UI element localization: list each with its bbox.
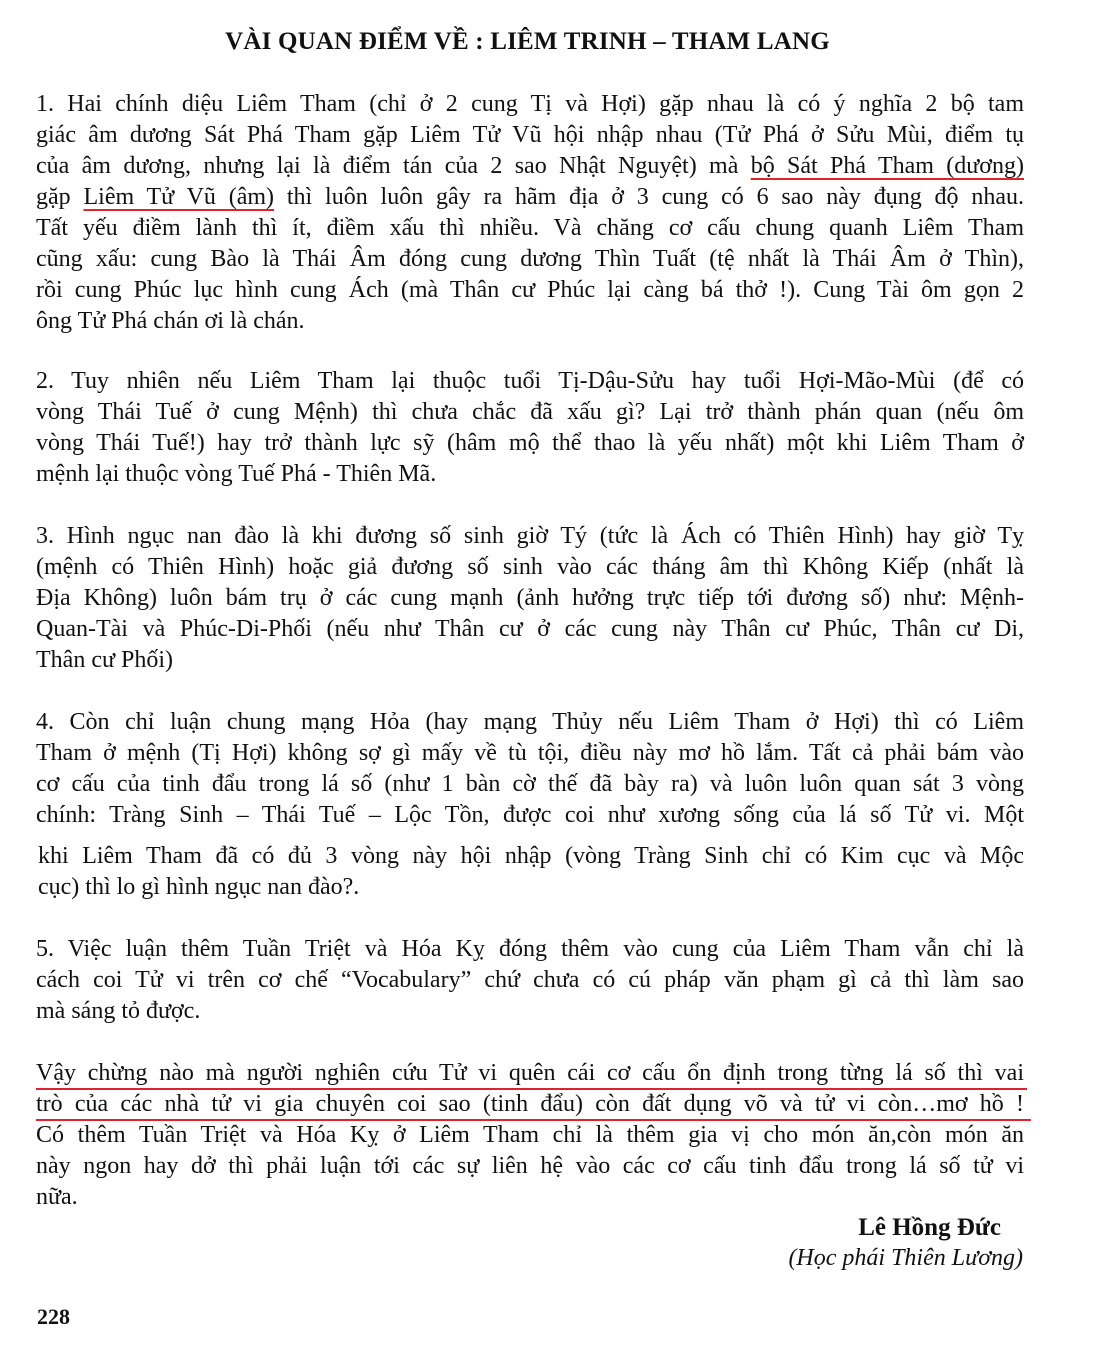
- text-line: cách coi Tử vi trên cơ chế “Vocabulary” chứ chưa có cú pháp văn phạm gì cả thì làm sao: [36, 967, 1024, 993]
- text-line: vòng Thái Tuế ở cung Mệnh) thì chưa chắc đã xấu gì? Lại trở thành phán quan (nếu ôm: [36, 399, 1024, 425]
- paragraph-1: [36, 89, 1024, 337]
- text-line: trò của các nhà tử vi gia chuyên coi sao (tinh đẩu) còn đất dụng võ và tử vi còn…mơ hồ !: [36, 1091, 1024, 1117]
- text-line: Tham ở mệnh (Tị Hợi) không sợ gì mấy về tù tội, điều này mơ hồ lắm. Tất cả phải bám vào: [36, 740, 1024, 766]
- text-line: Có thêm Tuần Triệt và Hóa Kỵ ở Liêm Tham chỉ là thêm gia vị cho món ăn,còn món ăn: [36, 1122, 1024, 1148]
- text-line: cục) thì lo gì hình ngục nan đào?.: [38, 874, 360, 900]
- paragraph-4-continued: [38, 841, 1024, 903]
- page-title: VÀI QUAN ĐIỂM VỀ : LIÊM TRINH – THAM LANG: [225, 28, 830, 55]
- text-line: nữa.: [36, 1184, 78, 1210]
- text-segment: gặp: [36, 184, 84, 210]
- text-line: cũng xấu: cung Bào là Thái Âm đóng cung dương Thìn Tuất (tệ nhất là Thái Âm ở Thìn),: [36, 246, 1024, 272]
- red-underline-2: [36, 1119, 1031, 1121]
- text-line: Vậy chừng nào mà người nghiên cứu Tử vi quên cái cơ cấu ổn định trong từng lá số thì vai: [36, 1060, 1024, 1086]
- paragraph-3: [36, 521, 1024, 676]
- paragraph-5: [36, 934, 1024, 1027]
- text-line: mệnh lại thuộc vòng Tuế Phá - Thiên Mã.: [36, 461, 437, 487]
- text-line: (mệnh có Thiên Hình) hoặc giả đương số sinh vào các tháng âm thì Không Kiếp (nhất là: [36, 554, 1024, 580]
- red-underline-1: [36, 1088, 1027, 1090]
- text-line: rồi cung Phúc lục hình cung Ách (mà Thân cư Phúc lại càng bá thở !). Cung Tài ôm gọn 2: [36, 277, 1024, 303]
- text-line: 1. Hai chính diệu Liêm Tham (chỉ ở 2 cung Tị và Hợi) gặp nhau là có ý nghĩa 2 bộ tam: [36, 91, 1024, 117]
- text-line: Quan-Tài và Phúc-Di-Phối (nếu như Thân cư ở các cung này Thân cư Phúc, Thân cư Di,: [36, 616, 1024, 642]
- text-line: 3. Hình ngục nan đào là khi đương số sinh giờ Tý (tức là Ách có Thiên Hình) hay giờ Tỵ: [36, 523, 1024, 549]
- text-line: giác âm dương Sát Phá Tham gặp Liêm Tử Vũ hội nhập nhau (Tử Phá ở Sửu Mùi, điểm tụ: [36, 122, 1024, 148]
- author-signature: Lê Hồng Đức: [858, 1214, 1001, 1241]
- text-segment: thì luôn luôn gây ra hãm địa ở 3 cung có 6 sao này đụng độ nhau.: [274, 184, 1025, 210]
- text-line: vòng Thái Tuế!) hay trở thành lực sỹ (hâm mộ thể thao là yếu nhất) một khi Liêm Tham ở: [36, 430, 1024, 456]
- text-line: Thân cư Phối): [36, 647, 173, 673]
- underlined-phrase: Liêm Tử Vũ (âm): [83, 184, 275, 210]
- paragraph-4: [36, 707, 1024, 831]
- author-affiliation: (Học phái Thiên Lương): [788, 1245, 1023, 1271]
- underlined-phrase: bộ Sát Phá Tham (dương): [750, 153, 1024, 179]
- page-number: 228: [37, 1304, 70, 1329]
- text-line: ông Tử Phá chán ơi là chán.: [36, 308, 305, 334]
- text-line: này ngon hay dở thì phải luận tới các sự liên hệ vào các cơ cấu tinh đẩu trong lá số tử vi: [36, 1153, 1024, 1179]
- text-segment: của âm dương, nhưng lại là điểm tán của 2 sao Nhật Nguyệt) mà: [36, 153, 751, 179]
- text-line: cơ cấu của tinh đẩu trong lá số (như 1 bàn cờ thế đã bày ra) và luôn luôn quan sát 3 vòng: [36, 771, 1024, 797]
- text-line: khi Liêm Tham đã có đủ 3 vòng này hội nhập (vòng Tràng Sinh chỉ có Kim cục và Mộc: [38, 843, 1024, 869]
- paragraph-2: [36, 366, 1024, 490]
- text-line: chính: Tràng Sinh – Thái Tuế – Lộc Tồn, được coi như xương sống của lá số Tử vi. Một: [36, 802, 1024, 828]
- text-line: Địa Không) luôn bám trụ ở các cung mạnh (ảnh hưởng trực tiếp tới đương số) như: Mệnh-: [36, 585, 1024, 611]
- text-line: Tất yếu điềm lành thì ít, điềm xấu thì nhiều. Và chăng cơ cấu chung quanh Liêm Tham: [36, 215, 1024, 241]
- text-line: [36, 151, 1024, 182]
- paragraph-conclusion: [36, 1058, 1024, 1213]
- text-line: 5. Việc luận thêm Tuần Triệt và Hóa Kỵ đóng thêm vào cung của Liêm Tham vẫn chỉ là: [36, 936, 1024, 962]
- text-line: [36, 182, 1024, 213]
- text-line: 2. Tuy nhiên nếu Liêm Tham lại thuộc tuổi Tị-Dậu-Sửu hay tuổi Hợi-Mão-Mùi (để có: [36, 368, 1024, 394]
- text-line: 4. Còn chỉ luận chung mạng Hỏa (hay mạng Thủy nếu Liêm Tham ở Hợi) thì có Liêm: [36, 709, 1024, 735]
- text-line: mà sáng tỏ được.: [36, 998, 201, 1024]
